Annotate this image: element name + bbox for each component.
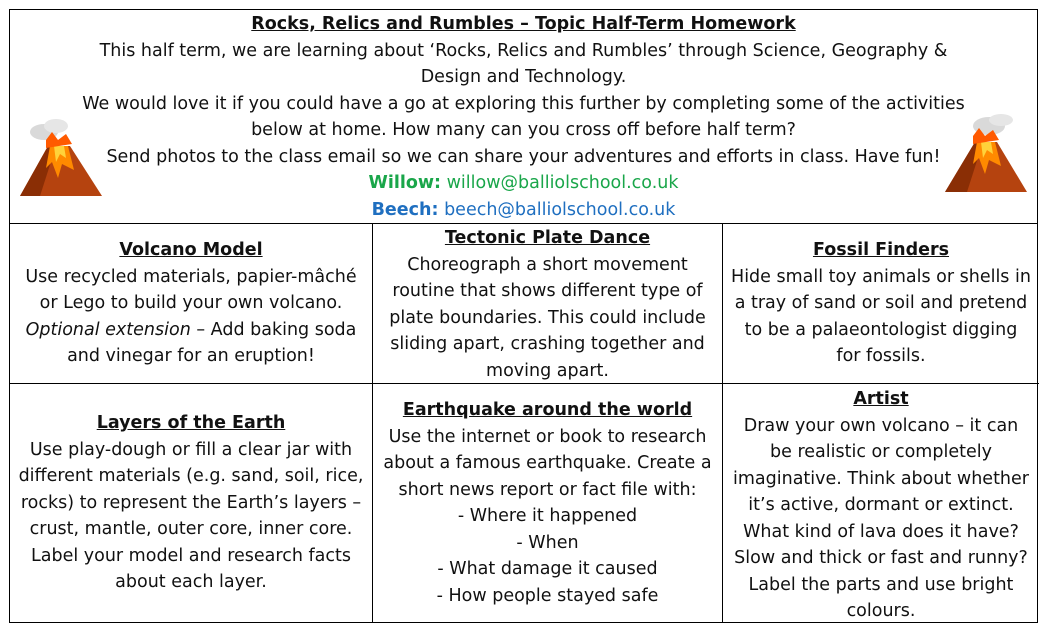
homework-sheet xyxy=(9,9,1038,623)
activity-title: Volcano Model xyxy=(119,240,263,261)
beech-email-link[interactable]: beech@balliolschool.co.uk xyxy=(444,199,676,220)
intro-line-3: Send photos to the class email so we can share your adventures and efforts in class. Have fun! xyxy=(106,146,941,167)
bullet-item: - Where it happened xyxy=(457,506,638,526)
activity-artist xyxy=(722,383,1039,622)
activity-title: Layers of the Earth xyxy=(96,413,286,434)
activity-earthquake-around-the-world xyxy=(372,383,722,622)
activity-text: Choreograph a short movement routine that shows different type of plate boundaries. This could include sliding apart, crashing together and moving apart. xyxy=(389,254,706,381)
activity-title: Earthquake around the world xyxy=(402,400,693,420)
intro-line-1: This half term, we are learning about ‘Rocks, Relics and Rumbles’ through Science, Geography & Design and Technology. xyxy=(99,40,948,87)
bullet-item: - What damage it caused xyxy=(437,559,658,579)
bullet-item: - When xyxy=(516,532,579,553)
activity-fossil-finders xyxy=(722,224,1039,383)
beech-label: Beech: xyxy=(371,199,439,220)
activity-title: Fossil Finders xyxy=(812,240,950,261)
bullet-item: - How people stayed safe xyxy=(436,585,659,606)
beech-contact xyxy=(10,197,1037,224)
volcano-icon xyxy=(16,118,106,198)
volcano-icon xyxy=(941,114,1031,194)
activity-volcano-model xyxy=(10,224,372,383)
activity-text: Use the internet or book to research about a famous earthquake. Create a short news report or fact file with: xyxy=(383,426,712,500)
willow-contact xyxy=(10,170,1037,197)
page-title: Rocks, Relics and Rumbles – Topic Half-Term Homework xyxy=(251,14,796,34)
activity-tectonic-plate-dance xyxy=(372,224,722,383)
activity-grid xyxy=(10,224,1037,622)
intro-line-2: We would love it if you could have a go at exploring this further by completing some of the activities below at home. How many can you cross off before half term? xyxy=(82,93,965,140)
activity-title: Tectonic Plate Dance xyxy=(444,228,651,248)
activity-text-part: Use recycled materials, papier-mâché or Lego to build your own volcano. xyxy=(25,266,357,314)
activity-text-part: – Add baking soda and vinegar for an eruption! xyxy=(67,319,357,367)
optional-extension-label: Optional extension xyxy=(25,319,191,340)
activity-text xyxy=(18,264,364,370)
activity-text: Use play-dough or fill a clear jar with different materials (e.g. sand, soil, rice, rocks) to represent the Earth’s layers – crust, mantle, outer core, inner core. Label your model and research facts about each layer. xyxy=(18,439,364,593)
willow-email-link[interactable]: willow@balliolschool.co.uk xyxy=(446,173,679,193)
activity-title: Artist xyxy=(853,389,909,409)
willow-label: Willow: xyxy=(368,173,442,193)
activity-text: Draw your own volcano – it can be realistic or completely imaginative. Think about whether it’s active, dormant or extinct. What kind of lava does it have? Slow and thick or fast and runny? Label the parts and use bright colours. xyxy=(733,415,1029,621)
activity-text: Hide small toy animals or shells in a tray of sand or soil and pretend to be a palaeontologist digging for fossils. xyxy=(731,266,1031,367)
activity-layers-of-the-earth xyxy=(10,383,372,622)
header-panel xyxy=(10,10,1037,224)
